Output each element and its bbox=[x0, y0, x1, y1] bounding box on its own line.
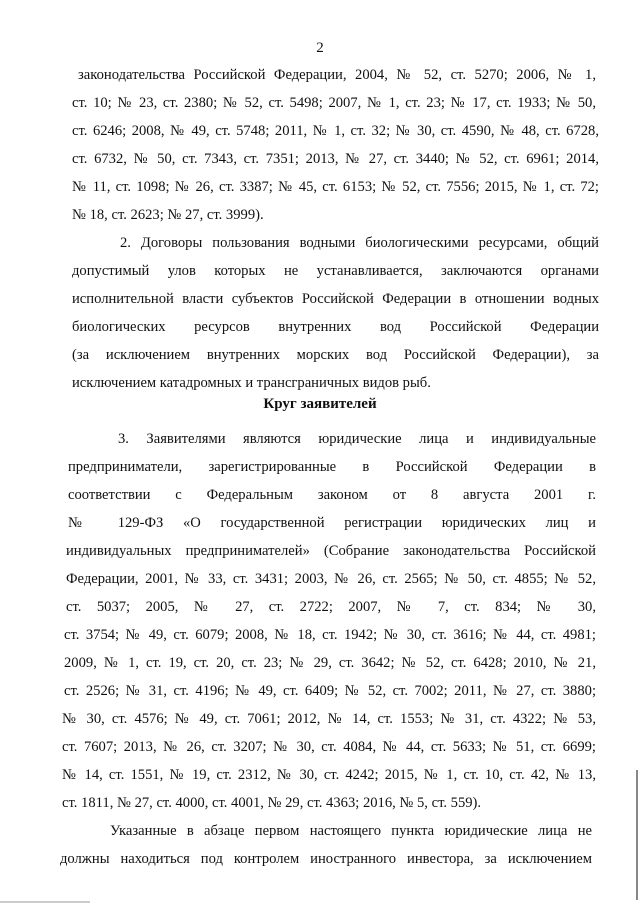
scan-bottom-smudge bbox=[0, 901, 90, 903]
paragraph3-line: индивидуальных предпринимателей» (Собрание законодательства Российской bbox=[66, 543, 596, 559]
paragraph3-line: Федерации, 2001, № 33, ст. 3431; 2003, № 26, ст. 2565; № 50, ст. 4855; № 52, bbox=[66, 571, 596, 587]
paragraph1-line: ст. 10; № 23, ст. 2380; № 52, ст. 5498; 2007, № 1, ст. 23; № 17, ст. 1933; № 50, bbox=[72, 95, 596, 111]
paragraph2-line: биологических ресурсов внутренних вод Российской Федерации bbox=[72, 319, 599, 335]
paragraph3-line: ст. 2526; № 31, ст. 4196; № 49, ст. 6409; № 52, ст. 7002; 2011, № 27, ст. 3880; bbox=[64, 683, 596, 699]
paragraph3-line: соответствии с Федеральным законом от 8 августа 2001 г. bbox=[68, 487, 596, 503]
paragraph1-line: № 18, ст. 2623; № 27, ст. 3999). bbox=[72, 207, 264, 223]
paragraph1-line: ст. 6732, № 50, ст. 7343, ст. 7351; 2013, № 27, ст. 3440; № 52, ст. 6961; 2014, bbox=[72, 151, 599, 167]
paragraph2-line: исключением катадромных и трансграничных видов рыб. bbox=[72, 375, 431, 391]
paragraph3-line: № 30, ст. 4576; № 49, ст. 7061; 2012, № 14, ст. 1553; № 31, ст. 4322; № 53, bbox=[62, 711, 596, 727]
paragraph1-line: законодательства Российской Федерации, 2004, № 52, ст. 5270; 2006, № 1, bbox=[78, 67, 596, 83]
paragraph1-line: № 11, ст. 1098; № 26, ст. 3387; № 45, ст. 6153; № 52, ст. 7556; 2015, № 1, ст. 72; bbox=[72, 179, 599, 195]
paragraph3-line: ст. 3754; № 49, ст. 6079; 2008, № 18, ст. 1942; № 30, ст. 3616; № 44, ст. 4981; bbox=[64, 627, 596, 643]
paragraph3-line: № 129-ФЗ «О государственной регистрации юридических лиц и bbox=[68, 515, 596, 531]
paragraph3-line: ст. 7607; 2013, № 26, ст. 3207; № 30, ст. 4084, № 44, ст. 5633; № 51, ст. 6699; bbox=[62, 739, 596, 755]
paragraph3-line: предприниматели, зарегистрированные в Российской Федерации в bbox=[68, 459, 596, 475]
page-number: 2 bbox=[316, 40, 324, 56]
paragraph3-line: № 14, ст. 1551, № 19, ст. 2312, № 30, ст. 4242; 2015, № 1, ст. 10, ст. 42, № 13, bbox=[62, 767, 596, 783]
paragraph3-line: 3. Заявителями являются юридические лица и индивидуальные bbox=[118, 431, 596, 447]
paragraph2-line: исполнительной власти субъектов Российской Федерации в отношении водных bbox=[72, 291, 599, 307]
scan-edge-mark bbox=[636, 770, 638, 900]
paragraph3-line: ст. 5037; 2005, № 27, ст. 2722; 2007, № 7, ст. 834; № 30, bbox=[66, 599, 596, 615]
paragraph2-line: 2. Договоры пользования водными биологическими ресурсами, общий bbox=[120, 235, 599, 251]
paragraph3-line: 2009, № 1, ст. 19, ст. 20, ст. 23; № 29, ст. 3642; № 52, ст. 6428; 2010, № 21, bbox=[64, 655, 596, 671]
paragraph4-line: должны находиться под контролем иностранного инвестора, за исключением bbox=[60, 851, 592, 867]
paragraph2-line: допустимый улов которых не устанавливается, заключаются органами bbox=[72, 263, 599, 279]
paragraph1-line: ст. 6246; 2008, № 49, ст. 5748; 2011, № 1, ст. 32; № 30, ст. 4590, № 48, ст. 6728, bbox=[72, 123, 599, 139]
paragraph4-line: Указанные в абзаце первом настоящего пункта юридические лица не bbox=[110, 823, 592, 839]
section-heading: Круг заявителей bbox=[263, 396, 377, 412]
paragraph3-line: ст. 1811, № 27, ст. 4000, ст. 4001, № 29, ст. 4363; 2016, № 5, ст. 559). bbox=[62, 795, 482, 811]
paragraph2-line: (за исключением внутренних морских вод Российской Федерации), за bbox=[72, 347, 599, 363]
